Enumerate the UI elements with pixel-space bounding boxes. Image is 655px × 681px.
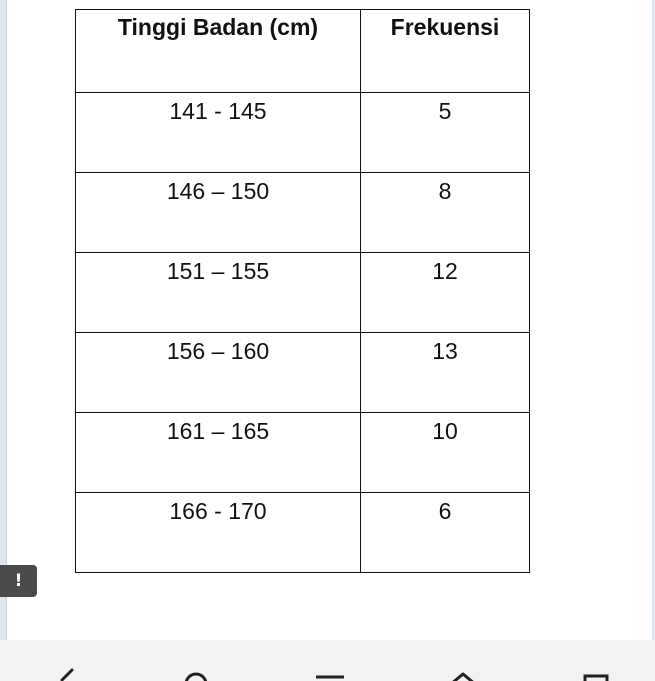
- home-icon[interactable]: [443, 668, 483, 681]
- frequency-cell: 6: [361, 493, 530, 573]
- frequency-cell: 13: [361, 333, 530, 413]
- table-row: [76, 333, 530, 413]
- menu-icon[interactable]: [310, 668, 350, 681]
- bottom-navigation-bar: [0, 640, 655, 681]
- header-frequency: Frekuensi: [361, 10, 530, 93]
- back-icon[interactable]: [46, 668, 86, 681]
- bookmark-icon[interactable]: [576, 668, 616, 681]
- height-range-cell: 146 – 150: [76, 173, 361, 253]
- table-row: [76, 93, 530, 173]
- height-range-cell: 166 - 170: [76, 493, 361, 573]
- height-range-cell: 141 - 145: [76, 93, 361, 173]
- table-row: [76, 413, 530, 493]
- header-height: Tinggi Badan (cm): [76, 10, 361, 93]
- height-range-cell: 161 – 165: [76, 413, 361, 493]
- height-range-cell: 156 – 160: [76, 333, 361, 413]
- frequency-cell: 12: [361, 253, 530, 333]
- frequency-cell: 5: [361, 93, 530, 173]
- table-header-row: [76, 10, 530, 93]
- alert-icon: !: [14, 571, 23, 591]
- report-button[interactable]: [0, 565, 37, 597]
- frequency-cell: 10: [361, 413, 530, 493]
- height-range-cell: 151 – 155: [76, 253, 361, 333]
- frequency-table: [75, 9, 530, 573]
- frequency-cell: 8: [361, 173, 530, 253]
- table-row: [76, 253, 530, 333]
- table-row: [76, 173, 530, 253]
- table-row: [76, 493, 530, 573]
- left-panel-edge: [0, 0, 7, 640]
- search-icon[interactable]: [176, 668, 216, 681]
